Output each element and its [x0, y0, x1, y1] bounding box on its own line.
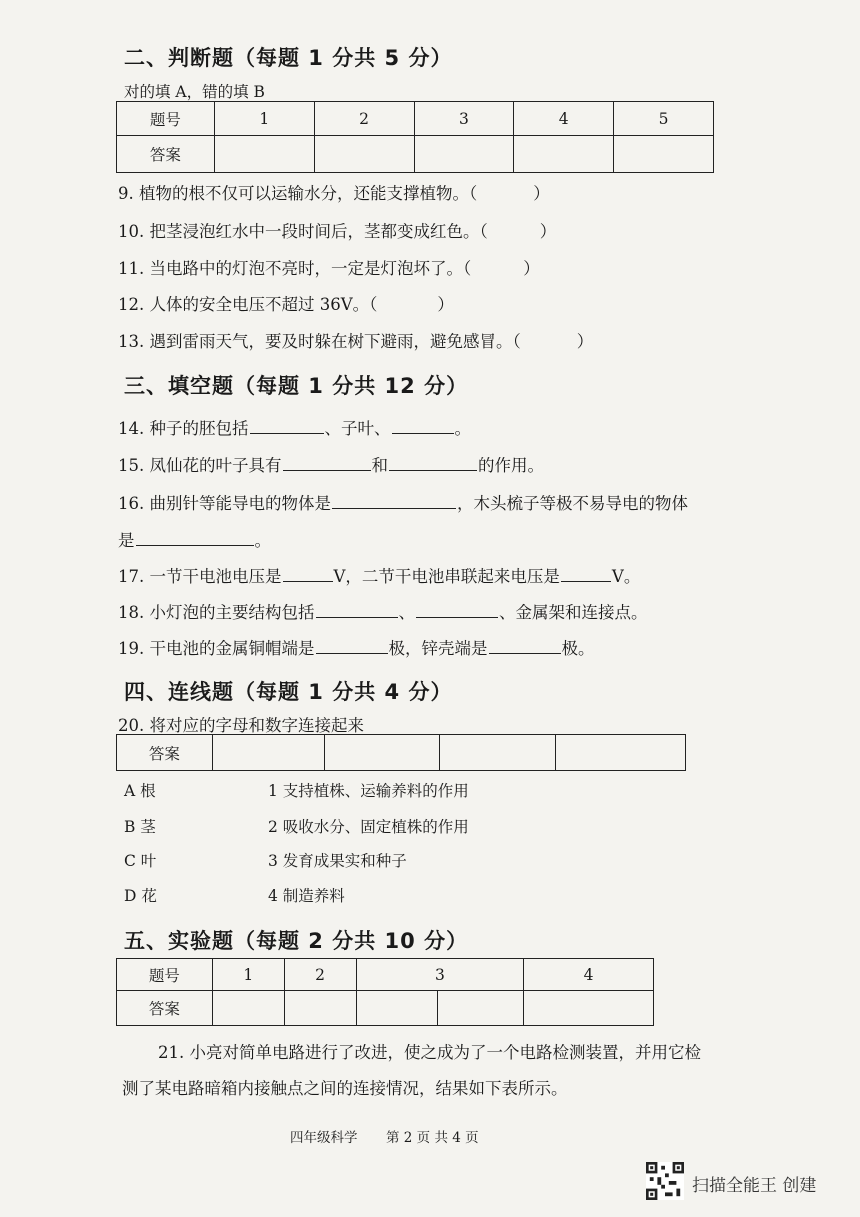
- answer-cell[interactable]: [438, 991, 524, 1026]
- question-text: 19. 干电池的金属铜帽端是: [118, 639, 315, 658]
- match-right-item[interactable]: 3 发育成果实和种子: [268, 852, 407, 870]
- question-13: [118, 328, 593, 352]
- table-number-cell: 4: [514, 102, 614, 136]
- question-21-line-2: 测了某电路暗箱内接触点之间的连接情况，结果如下表所示。: [122, 1079, 568, 1098]
- fill-blank[interactable]: [136, 544, 254, 546]
- answer-cell[interactable]: [212, 735, 324, 771]
- answer-cell[interactable]: [212, 991, 284, 1026]
- table-number-cell: 2: [314, 102, 414, 136]
- fill-blank[interactable]: [561, 580, 611, 582]
- section-5-title: 五、实验题（每题 2 分共 10 分）: [124, 929, 469, 953]
- table-number-cell: 5: [614, 102, 714, 136]
- question-text: 是: [118, 531, 135, 550]
- question-11: [118, 255, 540, 279]
- question-text: 10. 把茎浸泡红水中一段时间后，茎都变成红色。（: [118, 222, 488, 241]
- fill-blank[interactable]: [392, 432, 454, 434]
- fill-blank[interactable]: [316, 652, 388, 654]
- fill-blank[interactable]: [416, 616, 498, 618]
- section-2-answer-table: [116, 101, 714, 173]
- question-10: [118, 218, 556, 242]
- fill-blank[interactable]: [250, 432, 324, 434]
- question-text: 17. 一节干电池电压是: [118, 567, 282, 586]
- table-header-cell: 答案: [117, 735, 213, 771]
- question-14: [118, 415, 471, 439]
- question-text: V，二节干电池串联起来电压是: [333, 567, 560, 586]
- question-text: 14. 种子的胚包括: [118, 419, 249, 438]
- section-2-title: 二、判断题（每题 1 分共 5 分）: [124, 46, 453, 70]
- question-18: [118, 599, 648, 623]
- question-text: 、金属架和连接点。: [499, 603, 648, 622]
- question-text: 9. 植物的根不仅可以运输水分，还能支撑植物。（: [118, 184, 478, 203]
- match-left-item[interactable]: C 叶: [124, 852, 157, 870]
- footer-subject: 四年级科学: [290, 1130, 358, 1146]
- answer-cell[interactable]: [556, 735, 686, 771]
- question-21-line-1: 21. 小亮对简单电路进行了改进，使之成为了一个电路检测装置，并用它检: [158, 1043, 701, 1062]
- match-right-item[interactable]: 4 制造养料: [268, 887, 345, 905]
- answer-cell[interactable]: [356, 991, 438, 1026]
- answer-cell[interactable]: [614, 136, 714, 173]
- answer-cell[interactable]: [440, 735, 556, 771]
- question-text: 。: [454, 419, 471, 438]
- question-16: [118, 490, 688, 514]
- answer-cell[interactable]: [314, 136, 414, 173]
- question-15: [118, 452, 544, 476]
- fill-blank[interactable]: [283, 580, 333, 582]
- question-9: [118, 180, 550, 204]
- question-text: 。: [254, 531, 271, 550]
- question-19: [118, 635, 595, 659]
- question-close: ）: [523, 259, 540, 278]
- question-16-continued: [118, 527, 271, 551]
- section-4-title: 四、连线题（每题 1 分共 4 分）: [124, 680, 453, 704]
- answer-cell[interactable]: [214, 136, 314, 173]
- question-text: 11. 当电路中的灯泡不亮时，一定是灯泡坏了。（: [118, 259, 472, 278]
- question-text: 、: [398, 603, 415, 622]
- question-20: 20. 将对应的字母和数字连接起来: [118, 716, 364, 735]
- question-text: ，木头梳子等极不易导电的物体: [457, 494, 688, 513]
- table-number-cell: 4: [524, 959, 654, 991]
- question-text: 16. 曲别针等能导电的物体是: [118, 494, 331, 513]
- question-text: 13. 遇到雷雨天气，要及时躲在树下避雨，避免感冒。（: [118, 332, 521, 351]
- scanner-watermark-text: 扫描全能王 创建: [692, 1176, 817, 1196]
- question-text: 极，锌壳端是: [388, 639, 488, 658]
- table-number-cell: 2: [284, 959, 356, 991]
- question-text: 18. 小灯泡的主要结构包括: [118, 603, 315, 622]
- fill-blank[interactable]: [283, 469, 371, 471]
- fill-blank[interactable]: [332, 507, 456, 509]
- match-left-item[interactable]: A 根: [124, 782, 156, 800]
- footer-page-number: 第 2 页 共 4 页: [386, 1130, 479, 1146]
- question-text: 15. 凤仙花的叶子具有: [118, 456, 282, 475]
- section-4-answer-table: [116, 734, 686, 771]
- question-12: [118, 291, 454, 315]
- table-number-cell: 3: [414, 102, 514, 136]
- match-left-item[interactable]: D 花: [124, 887, 157, 905]
- table-header-cell: 题号: [117, 102, 215, 136]
- question-text: 、子叶、: [324, 419, 391, 438]
- question-close: ）: [576, 332, 594, 351]
- match-right-item[interactable]: 1 支持植株、运输养料的作用: [268, 782, 469, 800]
- fill-blank[interactable]: [316, 616, 398, 618]
- qr-code-icon: [646, 1162, 684, 1200]
- question-close: ）: [539, 222, 557, 241]
- question-text: 的作用。: [478, 456, 544, 475]
- match-right-item[interactable]: 2 吸收水分、固定植株的作用: [268, 818, 469, 836]
- fill-blank[interactable]: [489, 652, 561, 654]
- section-2-instruction: 对的填 A，错的填 B: [124, 83, 265, 101]
- question-text: 和: [371, 456, 388, 475]
- match-left-item[interactable]: B 茎: [124, 818, 156, 836]
- question-text: 极。: [561, 639, 595, 658]
- table-header-cell: 答案: [117, 991, 213, 1026]
- question-text: 12. 人体的安全电压不超过 36V。（: [118, 295, 378, 314]
- question-close: ）: [437, 295, 454, 314]
- answer-cell[interactable]: [324, 735, 440, 771]
- answer-cell[interactable]: [514, 136, 614, 173]
- question-17: [118, 563, 640, 587]
- question-close: ）: [533, 184, 550, 203]
- answer-cell[interactable]: [414, 136, 514, 173]
- table-header-cell: 题号: [117, 959, 213, 991]
- section-3-title: 三、填空题（每题 1 分共 12 分）: [124, 374, 469, 398]
- answer-cell[interactable]: [284, 991, 356, 1026]
- question-text: V。: [611, 567, 641, 586]
- table-number-cell: 3: [356, 959, 524, 991]
- table-header-cell: 答案: [117, 136, 215, 173]
- table-number-cell: 1: [214, 102, 314, 136]
- section-5-answer-table: [116, 958, 654, 1026]
- answer-cell[interactable]: [524, 991, 654, 1026]
- fill-blank[interactable]: [389, 469, 477, 471]
- table-number-cell: 1: [212, 959, 284, 991]
